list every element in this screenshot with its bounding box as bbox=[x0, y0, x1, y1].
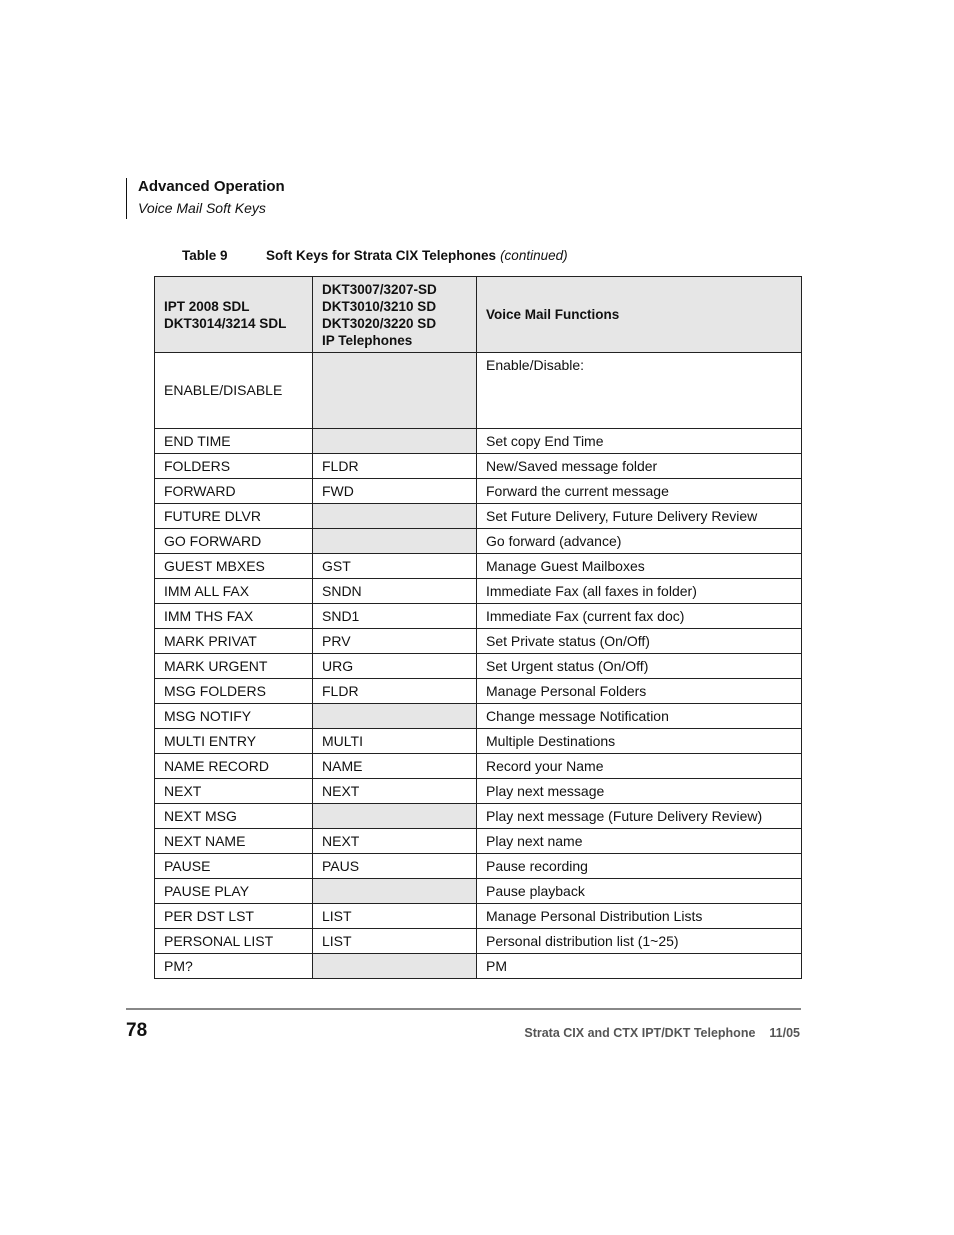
cell-function: Set copy End Time bbox=[477, 429, 802, 454]
cell-sdl-key: MSG NOTIFY bbox=[155, 704, 313, 729]
cell-sd-key: LIST bbox=[313, 929, 477, 954]
cell-sd-key bbox=[313, 704, 477, 729]
cell-sd-key: MULTI bbox=[313, 729, 477, 754]
cell-function: Pause playback bbox=[477, 879, 802, 904]
cell-sd-key bbox=[313, 954, 477, 979]
cell-sdl-key: PAUSE bbox=[155, 854, 313, 879]
cell-sd-key: URG bbox=[313, 654, 477, 679]
table-row bbox=[155, 579, 802, 604]
cell-sdl-key: ENABLE/DISABLE bbox=[155, 353, 313, 429]
cell-sd-key bbox=[313, 353, 477, 429]
table-row bbox=[155, 954, 802, 979]
table-row bbox=[155, 554, 802, 579]
table-row bbox=[155, 529, 802, 554]
table-row bbox=[155, 679, 802, 704]
cell-function: Play next message (Future Delivery Review) bbox=[477, 804, 802, 829]
header-ipt-sdl: IPT 2008 SDL DKT3014/3214 SDL bbox=[155, 277, 313, 353]
cell-sd-key bbox=[313, 879, 477, 904]
cell-function: Set Private status (On/Off) bbox=[477, 629, 802, 654]
cell-sd-key: PAUS bbox=[313, 854, 477, 879]
cell-function: Immediate Fax (current fax doc) bbox=[477, 604, 802, 629]
soft-keys-table bbox=[154, 276, 802, 979]
cell-function: Manage Guest Mailboxes bbox=[477, 554, 802, 579]
cell-sd-key: NEXT bbox=[313, 829, 477, 854]
table-row bbox=[155, 929, 802, 954]
footer-doc-info bbox=[524, 1026, 800, 1040]
cell-function: Manage Personal Folders bbox=[477, 679, 802, 704]
header-voice-mail-functions: Voice Mail Functions bbox=[477, 277, 802, 353]
cell-function: Enable/Disable: bbox=[477, 353, 802, 429]
cell-function: Personal distribution list (1~25) bbox=[477, 929, 802, 954]
cell-sd-key: SNDN bbox=[313, 579, 477, 604]
page-number: 78 bbox=[126, 1020, 148, 1041]
cell-function: Play next message bbox=[477, 779, 802, 804]
cell-sd-key: SND1 bbox=[313, 604, 477, 629]
table-row bbox=[155, 804, 802, 829]
cell-sdl-key: PER DST LST bbox=[155, 904, 313, 929]
cell-sdl-key: PERSONAL LIST bbox=[155, 929, 313, 954]
cell-sdl-key: NAME RECORD bbox=[155, 754, 313, 779]
table-row bbox=[155, 879, 802, 904]
cell-sd-key bbox=[313, 429, 477, 454]
cell-sd-key bbox=[313, 804, 477, 829]
table-row bbox=[155, 829, 802, 854]
cell-sdl-key: GO FORWARD bbox=[155, 529, 313, 554]
cell-sdl-key: FUTURE DLVR bbox=[155, 504, 313, 529]
footer-date: 11/05 bbox=[769, 1026, 800, 1040]
cell-function: Set Urgent status (On/Off) bbox=[477, 654, 802, 679]
table-row bbox=[155, 904, 802, 929]
table-row bbox=[155, 504, 802, 529]
table-row bbox=[155, 729, 802, 754]
table-row bbox=[155, 479, 802, 504]
table-row bbox=[155, 604, 802, 629]
cell-sd-key: PRV bbox=[313, 629, 477, 654]
cell-sdl-key: NEXT MSG bbox=[155, 804, 313, 829]
cell-sd-key: LIST bbox=[313, 904, 477, 929]
table-row bbox=[155, 754, 802, 779]
cell-function: Forward the current message bbox=[477, 479, 802, 504]
cell-function: Manage Personal Distribution Lists bbox=[477, 904, 802, 929]
cell-function: New/Saved message folder bbox=[477, 454, 802, 479]
table-row bbox=[155, 779, 802, 804]
table-caption bbox=[182, 248, 568, 263]
cell-function: Multiple Destinations bbox=[477, 729, 802, 754]
cell-sd-key: FLDR bbox=[313, 454, 477, 479]
cell-function: Record your Name bbox=[477, 754, 802, 779]
header-rule bbox=[126, 178, 127, 219]
table-continued: (continued) bbox=[500, 248, 568, 263]
table-row bbox=[155, 429, 802, 454]
header-dkt-sd: DKT3007/3207-SD DKT3010/3210 SD DKT3020/3220 SD IP Telephones bbox=[313, 277, 477, 353]
cell-sdl-key: MSG FOLDERS bbox=[155, 679, 313, 704]
cell-function: Immediate Fax (all faxes in folder) bbox=[477, 579, 802, 604]
cell-sdl-key: FOLDERS bbox=[155, 454, 313, 479]
cell-sdl-key: END TIME bbox=[155, 429, 313, 454]
table-title: Soft Keys for Strata CIX Telephones bbox=[266, 248, 497, 263]
section-title: Advanced Operation bbox=[138, 178, 285, 195]
footer-doc-title: Strata CIX and CTX IPT/DKT Telephone bbox=[524, 1026, 756, 1040]
cell-sdl-key: NEXT bbox=[155, 779, 313, 804]
cell-function: Set Future Delivery, Future Delivery Review bbox=[477, 504, 802, 529]
table-row bbox=[155, 353, 802, 429]
cell-sdl-key: GUEST MBXES bbox=[155, 554, 313, 579]
table-row bbox=[155, 704, 802, 729]
cell-sd-key: FWD bbox=[313, 479, 477, 504]
table-row bbox=[155, 654, 802, 679]
table-row bbox=[155, 629, 802, 654]
cell-sd-key: NAME bbox=[313, 754, 477, 779]
table-body bbox=[155, 353, 802, 979]
cell-sdl-key: IMM THS FAX bbox=[155, 604, 313, 629]
table-number: Table 9 bbox=[182, 248, 228, 263]
cell-sdl-key: NEXT NAME bbox=[155, 829, 313, 854]
table-header-row bbox=[155, 277, 802, 353]
cell-function: Change message Notification bbox=[477, 704, 802, 729]
cell-sd-key: NEXT bbox=[313, 779, 477, 804]
cell-function: Pause recording bbox=[477, 854, 802, 879]
section-subtitle: Voice Mail Soft Keys bbox=[138, 200, 266, 216]
cell-sdl-key: PAUSE PLAY bbox=[155, 879, 313, 904]
cell-sdl-key: IMM ALL FAX bbox=[155, 579, 313, 604]
table-row bbox=[155, 854, 802, 879]
cell-function: Play next name bbox=[477, 829, 802, 854]
cell-sd-key: FLDR bbox=[313, 679, 477, 704]
cell-function: PM bbox=[477, 954, 802, 979]
cell-sdl-key: MARK URGENT bbox=[155, 654, 313, 679]
cell-sd-key: GST bbox=[313, 554, 477, 579]
cell-sdl-key: MARK PRIVAT bbox=[155, 629, 313, 654]
cell-sd-key bbox=[313, 529, 477, 554]
table-row bbox=[155, 454, 802, 479]
cell-sdl-key: PM? bbox=[155, 954, 313, 979]
cell-sd-key bbox=[313, 504, 477, 529]
footer-rule bbox=[126, 1008, 801, 1010]
cell-function: Go forward (advance) bbox=[477, 529, 802, 554]
cell-sdl-key: MULTI ENTRY bbox=[155, 729, 313, 754]
cell-sdl-key: FORWARD bbox=[155, 479, 313, 504]
